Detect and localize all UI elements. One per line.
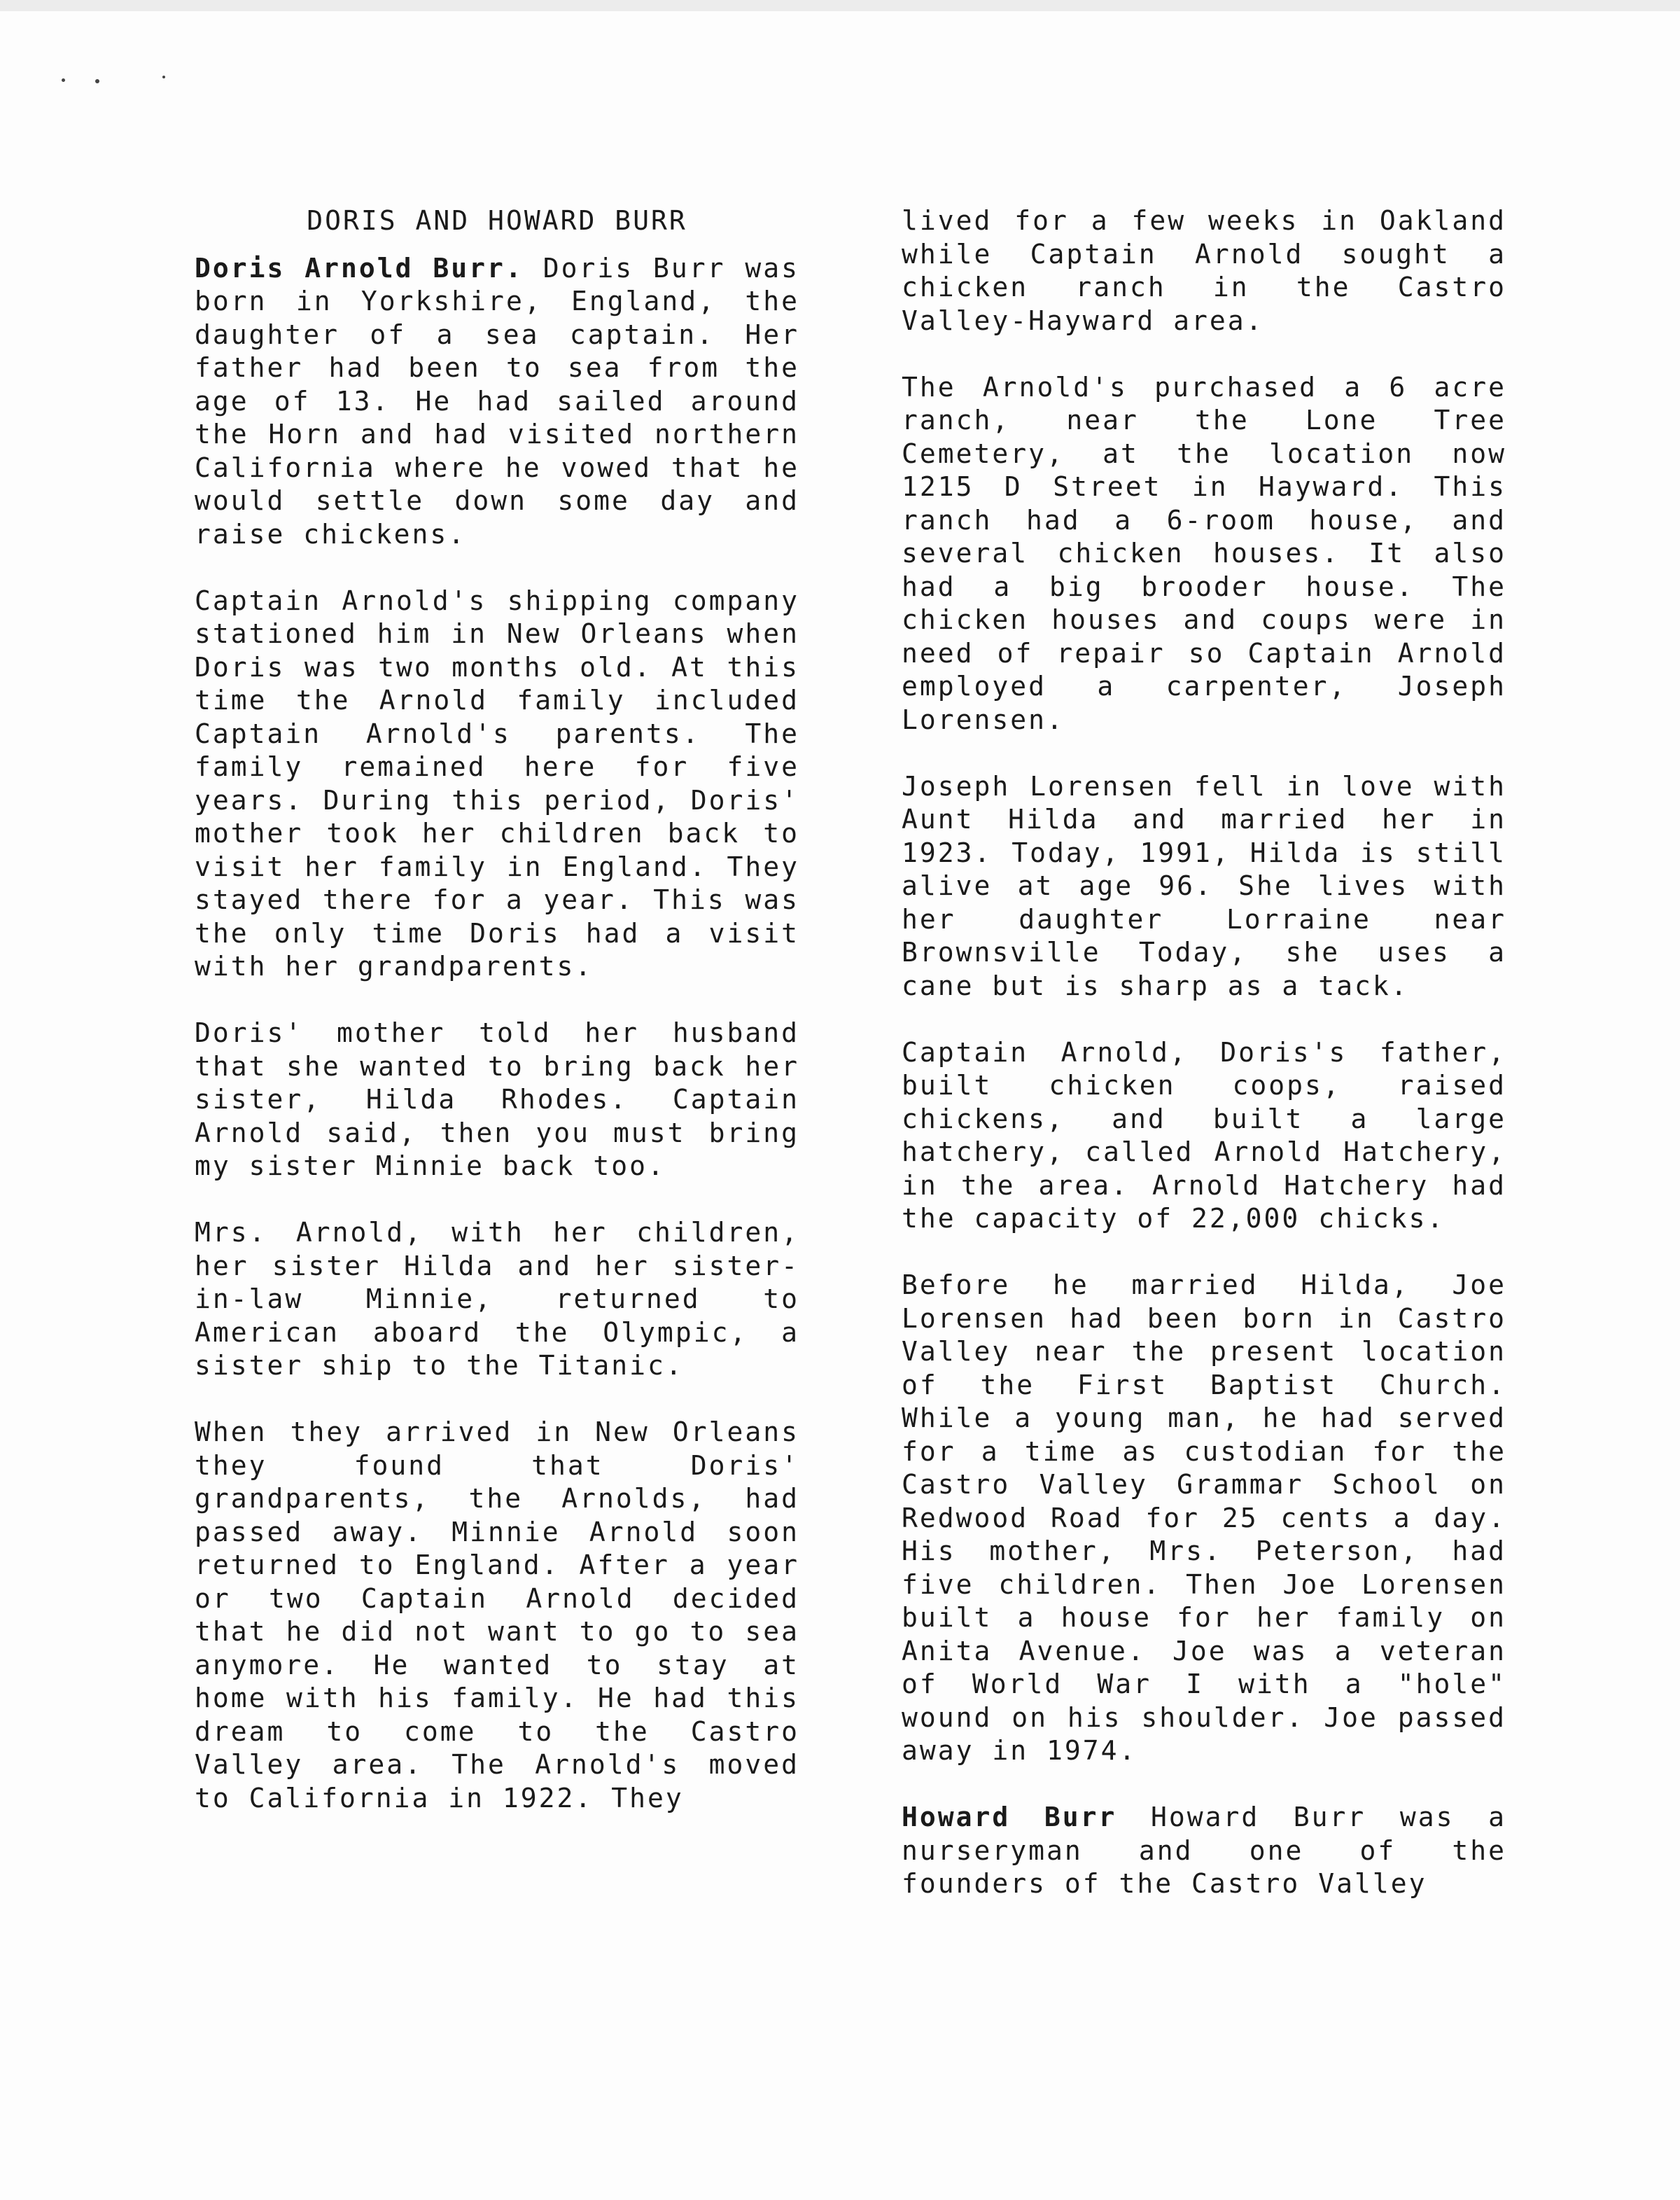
scan-speck (95, 79, 99, 83)
paragraph-doris-intro (195, 252, 799, 552)
section-lead-howard: Howard Burr (902, 1802, 1117, 1832)
scan-speck (162, 76, 165, 78)
paragraph-joe: Before he married Hilda, Joe Lorensen had been born in Castro Valley near the present location of the First Baptist Church. While a young man, he had served for a time as custodian for the Castro Valley Grammar School on Redwood Road for 25 cents a day. His mother, Mrs. Peterson, had five children. Then Joe Lorensen built a house for her family on Anita Avenue. Joe was a veteran of World War I with a "hole" wound on his shoulder. Joe passed away in 1974. (902, 1269, 1506, 1766)
right-column (902, 204, 1506, 1934)
page-title: DORIS AND HOWARD BURR (307, 205, 687, 236)
paragraph-text: Howard Burr was a nurseryman and one of the founders of the Castro Valley (902, 1802, 1506, 1899)
paragraph-hatchery: Captain Arnold, Doris's father, built chicken coops, raised chickens, and built a large hatchery, called Arnold Hatchery, in the area. Arnold Hatchery had the capacity of 22,000 chicks. (902, 1036, 1506, 1234)
paragraph-text: Doris Burr was born in Yorkshire, England, the daughter of a sea captain. Her father had been to sea from the age of 13. He had sailed around the Horn and had visited northern California where he vowed that he would settle down some day and raise chickens. (195, 252, 799, 550)
paragraph-howard-intro (902, 1801, 1506, 1901)
scan-speck (62, 78, 65, 82)
paragraph-hilda: Doris' mother told her husband that she wanted to bring back her sister, Hilda Rhodes. Captain Arnold said, then you must bring my sister Minnie back too. (195, 1017, 799, 1181)
paragraph-ranch: The Arnold's purchased a 6 acre ranch, near the Lone Tree Cemetery, at the location now 1215 D Street in Hayward. This ranch had a 6-room house, and several chicken houses. It also had a big brooder house. The chicken houses and coups were in need of repair so Captain Arnold employed a carpenter, Joseph Lorensen. (902, 371, 1506, 735)
paragraph-oakland: lived for a few weeks in Oakland while Captain Arnold sought a chicken ranch in the Castro Valley-Hayward area. (902, 205, 1506, 336)
paragraph-olympic: Mrs. Arnold, with her children, her sister Hilda and her sister-in-law Minnie, returned to American aboard the Olympic, a sister ship to the Titanic. (195, 1217, 799, 1381)
paragraph-lorensen: Joseph Lorensen fell in love with Aunt Hilda and married her in 1923. Today, 1991, Hilda is still alive at age 96. She lives with her daughter Lorraine near Brownsville Today, she uses a cane but is sharp as a tack. (902, 770, 1506, 1001)
paragraph-california: When they arrived in New Orleans they found that Doris' grandparents, the Arnolds, had passed away. Minnie Arnold soon returned to England. After a year or two Captain Arnold decided that he did not want to go to sea anymore. He wanted to stay at home with his family. He had this dream to come to the Castro Valley area. The Arnold's moved to California in 1922. They (195, 1416, 799, 1813)
section-lead-doris: Doris Arnold Burr. (195, 252, 524, 284)
paragraph-new-orleans: Captain Arnold's shipping company stationed him in New Orleans when Doris was two months old. At this time the Arnold family included Captain Arnold's parents. The family remained here for five years. During this period, Doris' mother took her children back to visit her family in England. They stayed there for a year. This was the only time Doris had a visit with her grandparents. (195, 585, 799, 982)
scan-top-edge (0, 0, 1680, 11)
left-column (195, 204, 799, 1849)
